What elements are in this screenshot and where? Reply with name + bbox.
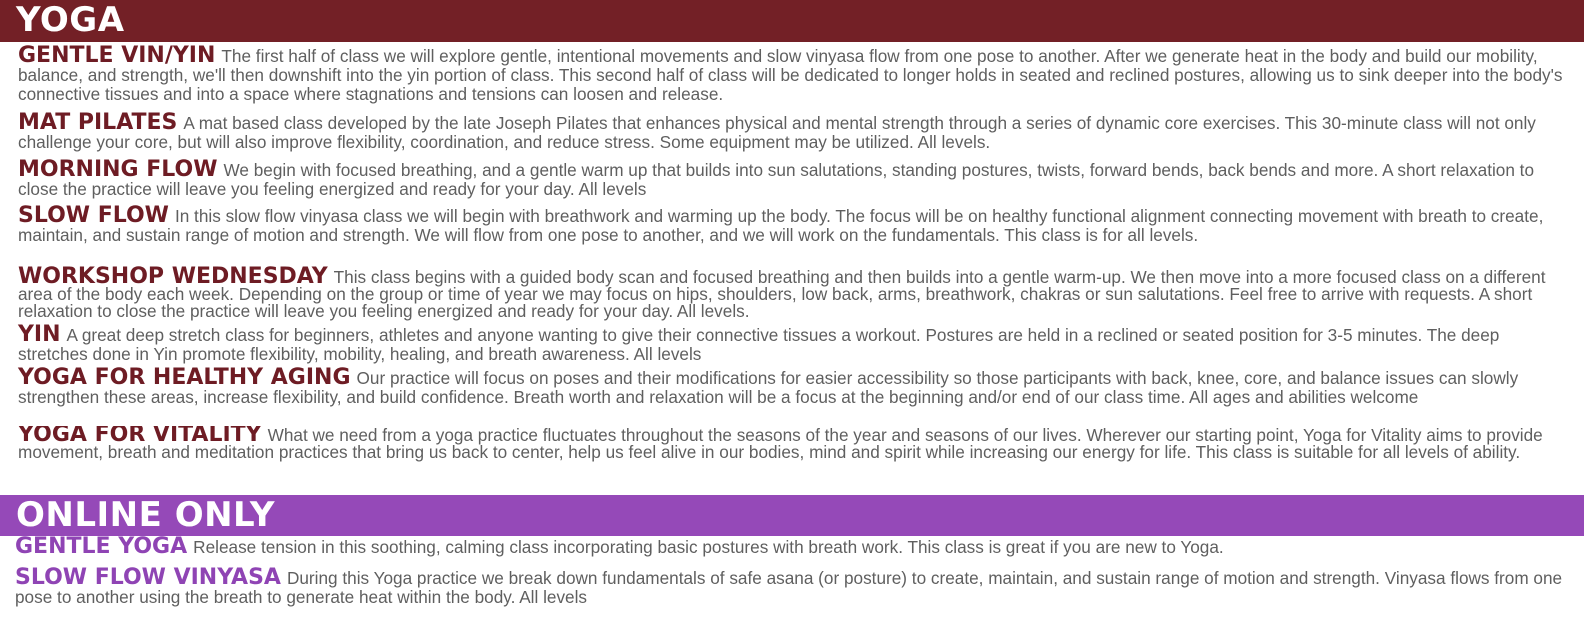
class-name: SLOW FLOW	[18, 203, 169, 228]
class-description: A great deep stretch class for beginners, athletes and anyone wanting to give their connective tissues a workout. Postures are held in a reclined or seated position for 3-5 minutes. The deep stretches done in Yin promote flexibility, mobility, healing, and breath awareness. All levels	[18, 325, 1500, 364]
class-name: GENTLE VIN/YIN	[18, 43, 216, 68]
class-gentle-yoga	[15, 534, 1567, 563]
class-name: GENTLE YOGA	[15, 534, 188, 559]
class-description: In this slow flow vinyasa class we will begin with breathwork and warming up the body. The focus will be on healthy functional alignment connecting movement with breath to create, maintain, and sustain range of motion and strength. We will flow from one pose to another, and we will work on the fundamentals. This class is for all levels.	[18, 206, 1544, 245]
class-slow-flow-vinyasa	[15, 565, 1567, 614]
class-description: A mat based class developed by the late Joseph Pilates that enhances physical and mental strength through a series of dynamic core exercises. This 30-minute class will not only challenge your core, but will also improve flexibility, coordination, and reduce stress. Some equipment may be utilized. All levels.	[18, 113, 1536, 152]
class-yoga-for-healthy-aging	[18, 365, 1570, 428]
class-description: Our practice will focus on poses and their modifications for easier accessibility so those participants with back, knee, core, and balance issues can slowly strengthen these areas, increase flexibility, and build confidence. Breath worth and relaxation will be a focus at the beginning and/or end of our class time. All ages and abilities welcome	[18, 368, 1519, 407]
class-name: YOGA FOR HEALTHY AGING	[18, 365, 351, 390]
class-description: During this Yoga practice we break down fundamentals of safe asana (or posture) to create, maintain, and sustain range of motion and strength. Vinyasa flows from one pose to another using the breath to generate heat within the body. All levels	[15, 568, 1563, 607]
class-workshop-wednesday	[18, 264, 1570, 326]
class-yoga-for-vitality	[18, 426, 1570, 481]
class-name: WORKSHOP WEDNESDAY	[18, 264, 328, 289]
class-yin	[18, 322, 1570, 369]
class-slow-flow	[18, 203, 1570, 270]
class-description: Release tension in this soothing, calming class incorporating basic postures with breath work. This class is great if you are new to Yoga.	[193, 537, 1224, 557]
yoga-section-title: YOGA	[16, 0, 125, 40]
class-name: SLOW FLOW VINYASA	[15, 565, 281, 590]
class-description: We begin with focused breathing, and a gentle warm up that builds into sun salutations, standing postures, twists, forward bends, back bends and more. A short relaxation to close the practice will leave you feeling energized and ready for your day. All levels	[18, 160, 1535, 199]
class-gentle-vin-yin	[18, 43, 1570, 112]
class-name: MORNING FLOW	[18, 157, 218, 182]
online-only-section-title: ONLINE ONLY	[16, 495, 276, 535]
online-only-section-header	[0, 495, 1584, 536]
class-description: What we need from a yoga practice fluctuates throughout the seasons of the year and seasons of our lives. Wherever our starting point, Yoga for Vitality aims to provide movement, breath and meditation practices that bring us back to center, help us feel alive in our bodies, mind and spirit while increasing our energy for life. This class is suitable for all levels of ability.	[18, 426, 1543, 462]
yoga-section-header	[0, 0, 1584, 42]
class-name: YOGA FOR VITALITY	[18, 426, 262, 447]
class-description: The first half of class we will explore gentle, intentional movements and slow vinyasa flow from one pose to another. After we generate heat in the body and build our mobility, balance, and strength, we'll then downshift into the yin portion of class. This second half of class will be dedicated to longer holds in seated and reclined postures, allowing us to sink deeper into the body's connective tissues and into a space where stagnations and tensions can loosen and release.	[18, 46, 1563, 104]
class-name: YIN	[18, 322, 61, 347]
class-mat-pilates	[18, 110, 1570, 159]
class-name: MAT PILATES	[18, 110, 178, 135]
class-morning-flow	[18, 157, 1570, 206]
class-description: This class begins with a guided body scan and focused breathing and then builds into a gentle warm-up. We then move into a more focused class on a different area of the body each week. Depending on the group or time of year we may focus on hips, shoulders, low back, arms, breathwork, chakras or sun salutations. Feel free to arrive with requests. A short relaxation to close the practice will leave you feeling energized and ready for your day. All levels.	[18, 267, 1546, 321]
